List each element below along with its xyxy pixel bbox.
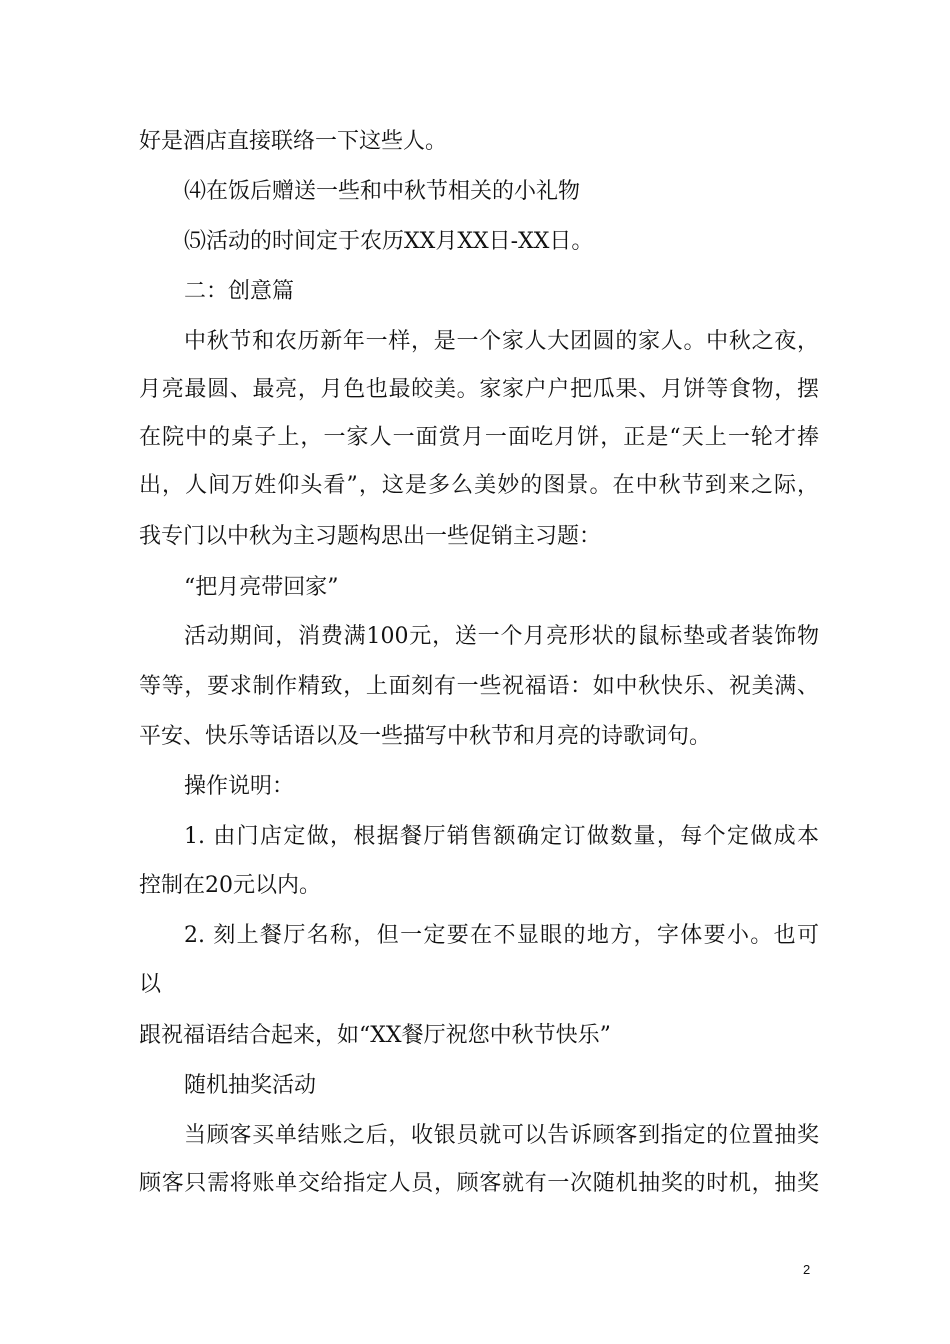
section-heading: 二：创意篇 <box>184 279 295 304</box>
theme-title: “把月亮带回家” <box>184 575 339 600</box>
paragraph-line: 等等，要求制作精致，上面刻有一些祝福语：如中秋快乐、祝美满、 <box>139 674 819 699</box>
page-number: 2 <box>803 1262 811 1277</box>
paragraph-line: 活动期间，消费满100元，送一个月亮形状的鼠标垫或者装饰物 <box>184 624 819 649</box>
subheading: 操作说明： <box>184 774 295 799</box>
paragraph-line: 中秋节和农历新年一样，是一个家人大团圆的家人。中秋之夜， <box>184 329 819 354</box>
list-item-4: ⑷在饭后赠送一些和中秋节相关的小礼物 <box>184 179 581 204</box>
paragraph-line: 出，人间万姓仰头看”，这是多么美妙的图景。在中秋节到来之际， <box>139 473 819 498</box>
numbered-item-2: 2. 刻上餐厅名称，但一定要在不显眼的地方，字体要小。也可 <box>184 923 819 948</box>
paragraph-line: 在院中的桌子上，一家人一面赏月一面吃月饼，正是“天上一轮才捧 <box>139 425 819 450</box>
paragraph-line: 我专门以中秋为主习题构思出一些促销主习题： <box>139 524 602 549</box>
paragraph-line: 当顾客买单结账之后，收银员就可以告诉顾客到指定的位置抽奖 <box>184 1123 819 1148</box>
subheading: 随机抽奖活动 <box>184 1073 317 1098</box>
paragraph-line: 跟祝福语结合起来，如“XX餐厅祝您中秋节快乐” <box>139 1023 611 1048</box>
paragraph-line: 好是酒店直接联络一下这些人。 <box>139 129 448 154</box>
numbered-item-1: 1. 由门店定做，根据餐厅销售额确定订做数量，每个定做成本 <box>184 824 819 849</box>
paragraph-line: 月亮最圆、最亮，月色也最皎美。家家户户把瓜果、月饼等食物，摆 <box>139 377 819 402</box>
paragraph-line: 平安、快乐等话语以及一些描写中秋节和月亮的诗歌词句。 <box>139 724 712 749</box>
paragraph-line: 顾客只需将账单交给指定人员，顾客就有一次随机抽奖的时机，抽奖 <box>139 1171 819 1196</box>
list-item-5: ⑸活动的时间定于农历XX月XX日-XX日。 <box>184 229 594 254</box>
paragraph-line: 控制在20元以内。 <box>139 873 321 898</box>
paragraph-line: 以 <box>139 972 162 997</box>
